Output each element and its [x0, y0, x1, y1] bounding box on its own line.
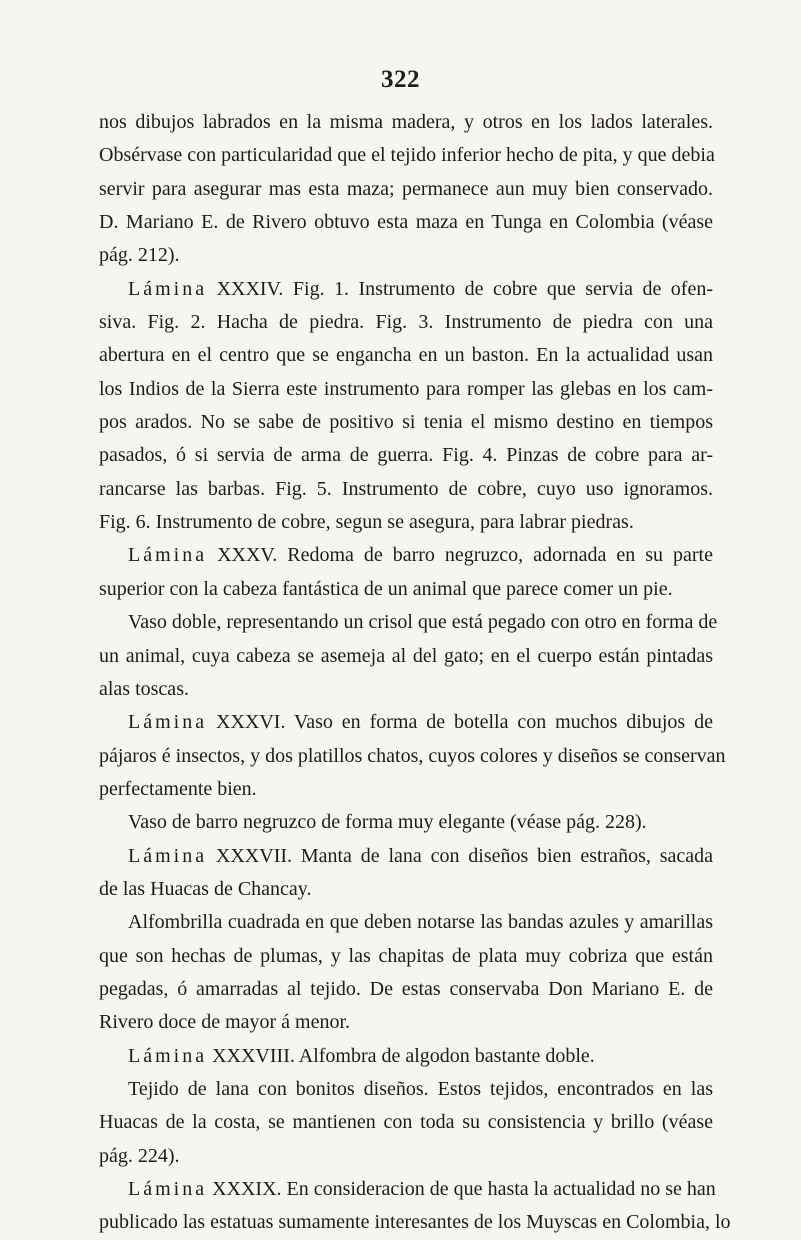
text-line	[99, 539, 713, 572]
text-line	[99, 473, 713, 506]
line-text: XXXVII. Manta de lana con diseños bien estraños, sacada	[207, 844, 713, 867]
text-line	[99, 940, 713, 973]
text-line	[99, 640, 713, 673]
line-text: XXXV. Redoma de barro negruzco, adornada en su parte	[207, 544, 713, 567]
line-text: XXXIX. En consideracion de que hasta la actualidad no se han	[207, 1178, 716, 1200]
text-line	[99, 139, 713, 172]
line-text: siva. Fig. 2. Hacha de piedra. Fig. 3. Instrumento de piedra con una	[99, 311, 713, 334]
line-text: D. Mariano E. de Rivero obtuvo esta maza en Tunga en Colombia (véase	[99, 211, 713, 234]
line-text: Obsérvase con particularidad que el tejido inferior hecho de pita, y que debia	[99, 144, 715, 167]
text-line	[99, 1073, 713, 1106]
text-line	[99, 906, 713, 939]
line-text: abertura en el centro que se engancha en un baston. En la actualidad usan	[99, 344, 713, 367]
body-text	[99, 106, 731, 1240]
line-text: pág. 224).	[99, 1144, 180, 1167]
line-text: XXXVIII. Alfombra de algodon bastante doble.	[207, 1044, 595, 1067]
text-line	[99, 406, 713, 439]
line-text: Tejido de lana con bonitos diseños. Estos tejidos, encontrados en las	[128, 1077, 713, 1100]
line-text: Huacas de la costa, se mantienen con toda su consistencia y brillo (véase	[99, 1111, 713, 1134]
text-line	[99, 806, 713, 839]
line-text: XXXIV. Fig. 1. Instrumento de cobre que servia de ofen-	[207, 277, 713, 300]
text-line	[99, 206, 713, 239]
line-text: un animal, cuya cabeza se asemeja al del gato; en el cuerpo están pintadas	[99, 644, 713, 667]
text-line	[99, 1006, 713, 1039]
line-text: Vaso doble, representando un crisol que está pegado con otro en forma de	[128, 611, 718, 634]
line-text: de las Huacas de Chancay.	[99, 877, 312, 900]
line-text: rancarse las barbas. Fig. 5. Instrumento de cobre, cuyo uso ignoramos.	[99, 477, 713, 500]
line-text: los Indios de la Sierra este instrumento para romper las glebas en los cam-	[99, 377, 713, 400]
text-line	[99, 439, 713, 472]
text-line	[99, 1206, 731, 1239]
text-line	[99, 606, 718, 639]
line-text: Fig. 6. Instrumento de cobre, segun se asegura, para labrar piedras.	[99, 511, 634, 534]
text-line	[99, 106, 713, 139]
text-line	[99, 1173, 716, 1206]
text-line	[99, 1040, 713, 1073]
lamina-label: Lámina	[128, 1178, 208, 1200]
text-line	[99, 973, 713, 1006]
text-line	[99, 673, 713, 706]
text-line	[99, 1140, 713, 1173]
line-text: pos arados. No se sabe de positivo si tenia el mismo destino en tiempos	[99, 411, 713, 434]
text-line	[99, 740, 726, 773]
line-text: servir para asegurar mas esta maza; permanece aun muy bien conservado.	[99, 177, 713, 200]
line-text: XXXVI. Vaso en forma de botella con muchos dibujos de	[207, 711, 713, 734]
text-line	[99, 173, 713, 206]
text-line	[99, 1106, 713, 1139]
line-text: alas toscas.	[99, 677, 189, 700]
text-line	[99, 239, 713, 272]
line-text: nos dibujos labrados en la misma madera, y otros en los lados laterales.	[99, 111, 713, 133]
line-text: Vaso de barro negruzco de forma muy elegante (véase pág. 228).	[128, 811, 647, 834]
lamina-label: Lámina	[128, 844, 208, 867]
text-line	[99, 273, 713, 306]
text-line	[99, 573, 713, 606]
line-text: pasados, ó si servia de arma de guerra. Fig. 4. Pinzas de cobre para ar-	[99, 444, 713, 467]
lamina-label: Lámina	[128, 544, 208, 567]
line-text: pájaros é insectos, y dos platillos chatos, cuyos colores y diseños se conservan	[99, 744, 726, 767]
text-line	[99, 373, 713, 406]
line-text: que son hechas de plumas, y las chapitas de plata muy cobriza que están	[99, 944, 713, 967]
text-line	[99, 306, 713, 339]
line-text: pág. 212).	[99, 244, 180, 267]
text-line	[99, 506, 713, 539]
text-line	[99, 840, 713, 873]
line-text: Rivero doce de mayor á menor.	[99, 1011, 351, 1034]
lamina-label: Lámina	[128, 711, 208, 734]
line-text: publicado las estatuas sumamente interesantes de los Muyscas en Colombia, lo	[99, 1211, 731, 1234]
lamina-label: Lámina	[128, 1044, 208, 1067]
line-text: pegadas, ó amarradas al tejido. De estas conservaba Don Mariano E. de	[99, 977, 713, 1000]
line-text: perfectamente bien.	[99, 777, 257, 800]
text-line	[99, 773, 713, 806]
text-line	[99, 873, 713, 906]
lamina-label: Lámina	[128, 277, 208, 300]
text-line	[99, 706, 713, 739]
line-text: Alfombrilla cuadrada en que deben notarse las bandas azules y amarillas	[128, 911, 713, 934]
line-text: superior con la cabeza fantástica de un animal que parece comer un pie.	[99, 577, 673, 600]
page-number: 322	[381, 66, 420, 93]
text-line	[99, 339, 713, 372]
